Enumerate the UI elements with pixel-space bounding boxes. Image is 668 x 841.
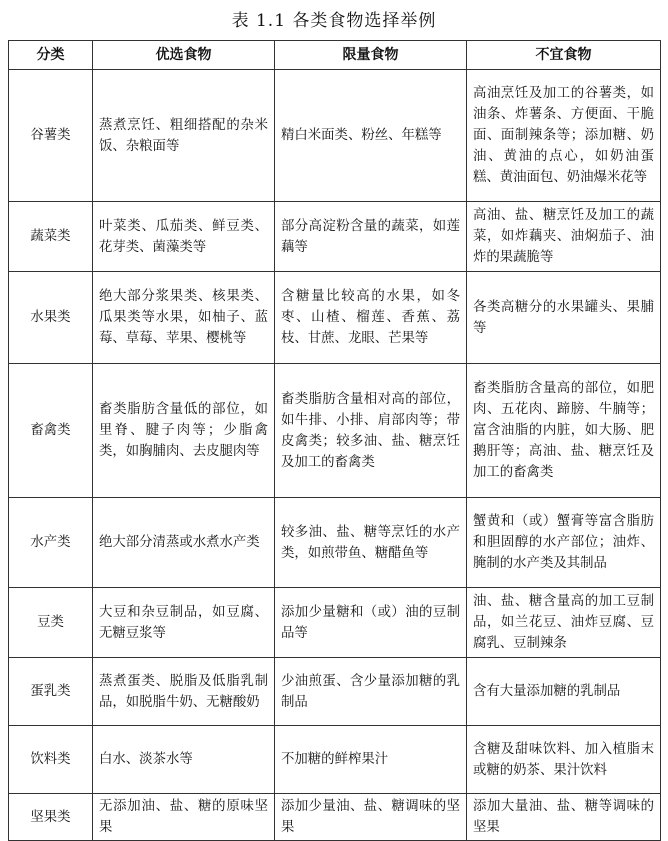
limited-cell: 精白米面类、粉丝、年糕等 [275,70,467,202]
category-cell: 蛋乳类 [9,658,93,726]
avoid-cell: 高油、盐、糖烹饪及加工的蔬菜，如炸藕夹、油焖茄子、油炸的果蔬脆等 [467,202,661,272]
limited-cell: 畜类脂肪含量相对高的部位，如牛排、小排、肩部肉等；带皮禽类；较多油、盐、糖烹饪及加工的畜禽类 [275,364,467,498]
header-limited: 限量食物 [275,41,467,70]
table-row [9,70,661,202]
preferred-cell: 蒸煮蛋类、脱脂及低脂乳制品，如脱脂牛奶、无糖酸奶 [93,658,275,726]
avoid-cell: 含有大量添加糖的乳制品 [467,658,661,726]
header-preferred: 优选食物 [93,41,275,70]
avoid-cell: 含糖及甜味饮料、加入植脂末或糖的奶茶、果汁饮料 [467,726,661,794]
table-row [9,588,661,658]
preferred-cell: 绝大部分浆果类、核果类、瓜果类等水果，如柚子、蓝莓、草莓、苹果、樱桃等 [93,272,275,364]
limited-cell: 含糖量比较高的水果，如冬枣、山楂、榴莲、香蕉、荔枝、甘蔗、龙眼、芒果等 [275,272,467,364]
header-category: 分类 [9,41,93,70]
category-cell: 谷薯类 [9,70,93,202]
preferred-cell: 蒸煮烹饪、粗细搭配的杂米饭、杂粮面等 [93,70,275,202]
table-caption: 表 1.1 各类食物选择举例 [231,11,437,31]
avoid-cell: 油、盐、糖含量高的加工豆制品，如兰花豆、油炸豆腐、豆腐乳、豆制辣条 [467,588,661,658]
table-row [9,794,661,841]
limited-cell: 较多油、盐、糖等烹饪的水产类，如煎带鱼、糖醋鱼等 [275,498,467,588]
limited-cell: 添加少量糖和（或）油的豆制品等 [275,588,467,658]
table-row [9,498,661,588]
avoid-cell: 添加大量油、盐、糖等调味的坚果 [467,794,661,841]
avoid-cell: 各类高糖分的水果罐头、果脯等 [467,272,661,364]
limited-cell: 少油煎蛋、含少量添加糖的乳制品 [275,658,467,726]
preferred-cell: 叶菜类、瓜茄类、鲜豆类、花芽类、菌藻类等 [93,202,275,272]
category-cell: 饮料类 [9,726,93,794]
table-row [9,202,661,272]
category-cell: 蔬菜类 [9,202,93,272]
preferred-cell: 无添加油、盐、糖的原味坚果 [93,794,275,841]
category-cell: 坚果类 [9,794,93,841]
header-row [9,41,661,70]
limited-cell: 部分高淀粉含量的蔬菜，如莲藕等 [275,202,467,272]
limited-cell: 添加少量油、盐、糖调味的坚果 [275,794,467,841]
preferred-cell: 绝大部分清蒸或水煮水产类 [93,498,275,588]
avoid-cell: 蟹黄和（或）蟹膏等富含脂肪和胆固醇的水产部位；油炸、腌制的水产类及其制品 [467,498,661,588]
category-cell: 豆类 [9,588,93,658]
category-cell: 水产类 [9,498,93,588]
preferred-cell: 白水、淡茶水等 [93,726,275,794]
preferred-cell: 大豆和杂豆制品，如豆腐、无糖豆浆等 [93,588,275,658]
table-row [9,364,661,498]
category-cell: 水果类 [9,272,93,364]
avoid-cell: 畜类脂肪含量高的部位，如肥肉、五花肉、蹄膀、牛腩等；富含油脂的内脏，如大肠、肥鹅肝等；高油、盐、糖烹饪及加工的畜禽类 [467,364,661,498]
table-row [9,272,661,364]
table-row [9,726,661,794]
preferred-cell: 畜类脂肪含量低的部位，如里脊、腱子肉等；少脂禽类，如胸脯肉、去皮腿肉等 [93,364,275,498]
food-choice-table [8,40,661,841]
limited-cell: 不加糖的鲜榨果汁 [275,726,467,794]
header-avoid: 不宜食物 [467,41,661,70]
category-cell: 畜禽类 [9,364,93,498]
table-row [9,658,661,726]
avoid-cell: 高油烹饪及加工的谷薯类，如油条、炸薯条、方便面、干脆面、面制辣条等；添加糖、奶油、黄油的点心，如奶油蛋糕、黄油面包、奶油爆米花等 [467,70,661,202]
